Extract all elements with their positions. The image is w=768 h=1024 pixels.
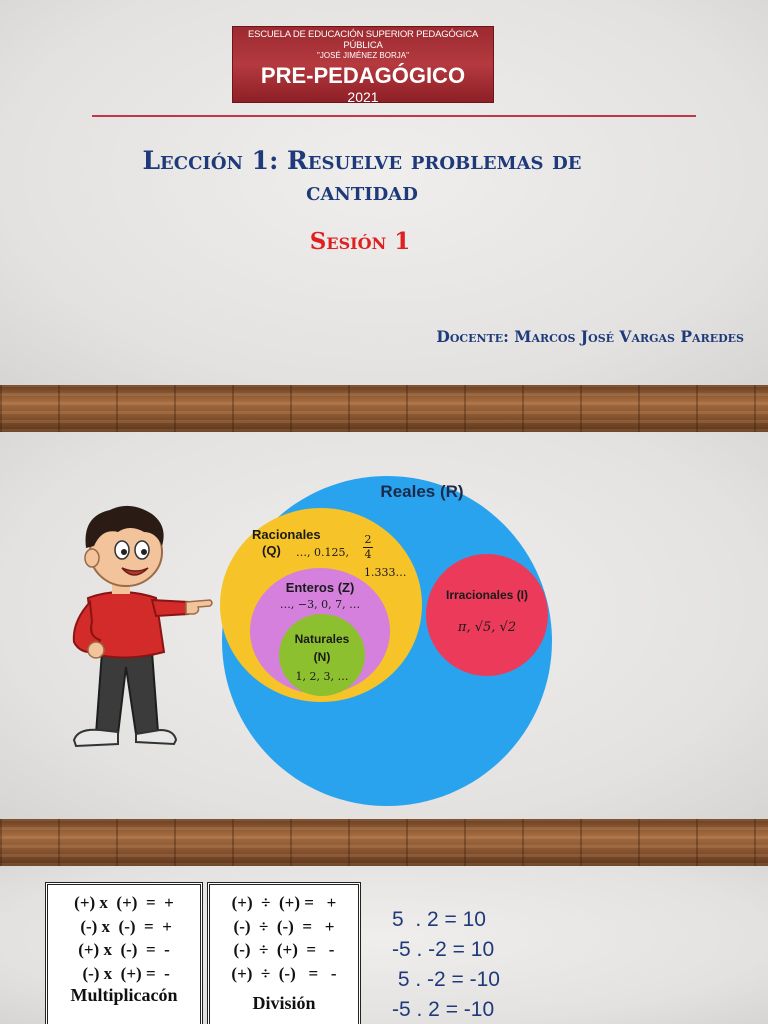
racionales-fraction-den: 4 [364, 548, 372, 561]
racionales-fraction-num: 2 [364, 533, 372, 546]
example-line: -5 . -2 = 10 [392, 938, 495, 961]
division-label: División [252, 993, 316, 1013]
label-reales: Reales (R) [380, 482, 464, 501]
rule-row: (-) ÷ (-) = + [233, 916, 335, 936]
teacher-name: Docente: Marcos José Vargas Paredes [436, 327, 744, 346]
label-enteros: Enteros (Z) [285, 580, 355, 595]
irracionales-examples: π, √5, √2 [457, 620, 517, 635]
label-irracionales: Irracionales (I) [445, 588, 529, 602]
session-label: Sesión 1 [309, 228, 411, 255]
wood-divider [0, 819, 768, 866]
rule-row: (+) x (+) = + [74, 893, 174, 912]
example-line: 5 . 2 = 10 [392, 908, 486, 931]
racionales-examples: …, 0.125, [296, 546, 349, 559]
school-patron: "JOSÉ JIMÉNEZ BORJA" [317, 51, 409, 60]
rule-row: (-) x (+) = - [78, 963, 170, 983]
multiplication-rules-box [45, 882, 203, 1024]
set-irracionales [426, 554, 548, 676]
sign-rules-slide [0, 866, 768, 1024]
label-naturales: Naturales [294, 632, 350, 646]
naturales-examples: 1, 2, 3, … [295, 670, 349, 683]
cartoon-boy-pointing-icon [60, 502, 220, 752]
enteros-examples: …, −3, 0, 7, … [279, 598, 361, 611]
divider-line [92, 115, 696, 117]
label-racionales-symbol: (Q) [262, 543, 281, 558]
rule-row: (-) ÷ (+) = - [233, 940, 335, 959]
number-sets-slide [0, 432, 768, 819]
label-naturales-symbol: (N) [313, 650, 331, 664]
rule-row: (+) x (-) = - [78, 940, 170, 959]
program-name: PRE-PEDAGÓGICO [260, 63, 466, 88]
program-year: 2021 [347, 89, 379, 103]
example-line: 5 . -2 = -10 [392, 968, 500, 991]
label-racionales: Racionales [252, 527, 321, 542]
rule-row: (+) ÷ (+) = + [231, 893, 337, 912]
lesson-title: Lección 1: Resuelve problemas de cantidad [142, 146, 582, 206]
title-slide [0, 0, 768, 385]
school-name: ESCUELA DE EDUCACIÓN SUPERIOR PEDAGÓGICA PÚBLICA [247, 29, 479, 51]
wood-divider [0, 385, 768, 432]
division-rules-box [207, 882, 361, 1024]
example-line: -5 . 2 = -10 [392, 998, 495, 1021]
rule-row: (-) x (-) = + [76, 916, 172, 936]
school-banner [232, 26, 494, 103]
rule-row: (+) ÷ (-) = - [231, 963, 337, 983]
multiplication-label: Multiplicacón [70, 985, 178, 1005]
racionales-examples-2: 1.333… [364, 566, 407, 579]
